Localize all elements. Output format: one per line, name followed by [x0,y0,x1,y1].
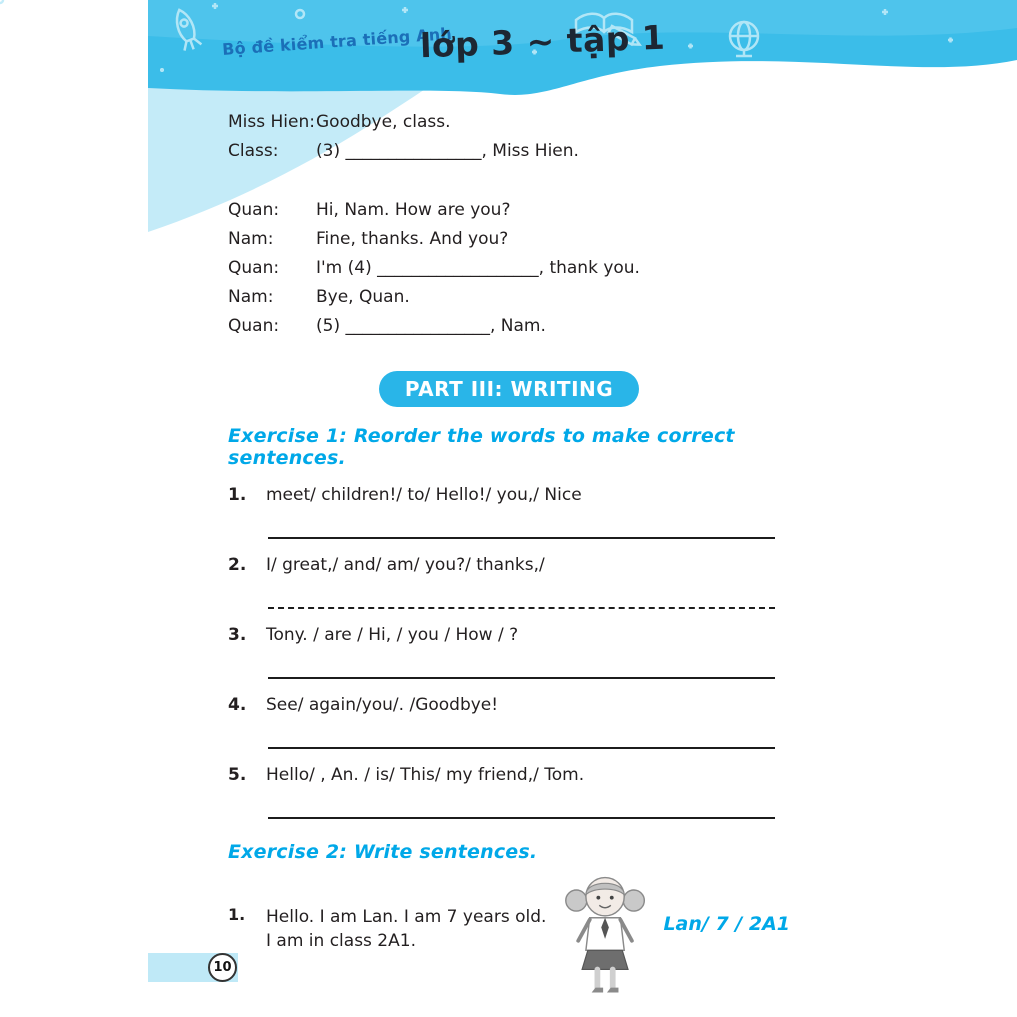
item-text-line2: I am in class 2A1. [266,931,416,951]
dialogue-line [228,196,790,225]
series-title: Bộ đề kiểm tra tiếng Anh [221,23,453,60]
part-header-badge: PART III: WRITING [379,371,639,407]
exercise1-title: Exercise 1: Reorder the words to make correct sentences. [228,425,735,469]
list-item [228,693,790,749]
item-text: Hello/ , An. / is/ This/ my friend,/ Tom. [266,765,585,785]
dialogue-line [228,283,790,312]
item-number: 1. [228,905,246,924]
item-text: meet/ children!/ to/ Hello!/ you,/ Nice [266,485,582,505]
page-content [228,108,790,1005]
answer-line [268,647,775,679]
item-number: 5. [228,765,247,785]
dialogue-text: Hi, Nam. How are you? [316,200,511,220]
dialogue-line [228,137,790,166]
speaker-label: Miss Hien: [228,112,315,132]
exercise2-title: Exercise 2: Write sentences. [228,841,538,863]
speaker-label: Class: [228,141,279,161]
book-title: lớp 3 ~ tập 1 [419,17,666,66]
dialogue-line [228,108,790,137]
list-item [228,553,790,609]
item-text: I/ great,/ and/ am/ you?/ thanks,/ [266,555,545,575]
dialogue-text: I'm (4) ___________________, thank you. [316,258,640,278]
student-girl-illustration [561,865,649,1005]
speaker-label: Quan: [228,200,280,220]
speaker-label: Nam: [228,229,274,249]
answer-line [268,787,775,819]
page-number-badge: 10 [208,953,237,982]
dialogue-quan-nam [228,196,790,341]
dialogue-text: (3) ________________, Miss Hien. [316,141,579,161]
list-item [228,483,790,539]
answer-line [268,577,775,609]
exercise2-item [228,905,790,1005]
dialogue-text: Bye, Quan. [316,287,410,307]
dialogue-text: Goodbye, class. [316,112,451,132]
speaker-label: Nam: [228,287,274,307]
dialogue-text: Fine, thanks. And you? [316,229,509,249]
dialogue-miss-hien [228,108,790,166]
item-number: 4. [228,695,247,715]
item-text-line1: Hello. I am Lan. I am 7 years old. [266,907,547,927]
dialogue-line [228,312,790,341]
item-text: Tony. / are / Hi, / you / How / ? [266,625,519,645]
list-item [228,763,790,819]
speaker-label: Quan: [228,316,280,336]
dialogue-line [228,225,790,254]
dialogue-text: (5) _________________, Nam. [316,316,546,336]
item-text: See/ again/you/. /Goodbye! [266,695,499,715]
answer-line [268,717,775,749]
list-item [228,623,790,679]
item-number: 2. [228,555,247,575]
dialogue-line [228,254,790,283]
item-text [266,905,553,953]
speaker-label: Quan: [228,258,280,278]
item-number: 1. [228,485,247,505]
answer-line [268,507,775,539]
exercise2-hint: Lan/ 7 / 2A1 [663,913,790,935]
item-number: 3. [228,625,247,645]
